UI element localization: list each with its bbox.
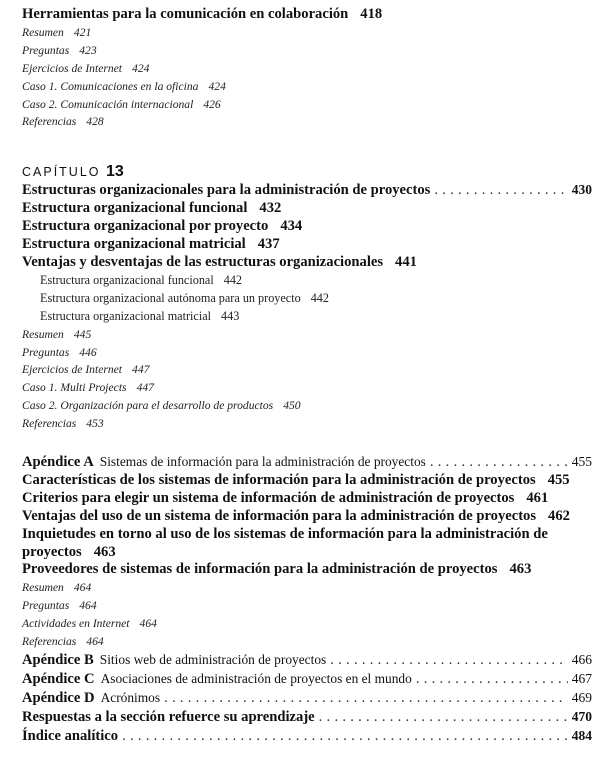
toc-item: Caso 2. Organización para el desarrollo de productos 450 bbox=[22, 399, 301, 413]
toc-item: Preguntas 464 bbox=[22, 599, 97, 613]
toc-item: Referencias 464 bbox=[22, 635, 104, 649]
appendix-entry: Apéndice B Sitios web de administración de proyectos . . . 466 bbox=[22, 651, 592, 670]
chapter-section: Estructura organizacional matricial 437 bbox=[22, 236, 280, 253]
toc-item: Resumen 445 bbox=[22, 327, 92, 341]
toc-item: Referencias 428 bbox=[22, 115, 104, 129]
chapter-title: Estructuras organizacionales para la administración de proyectos . . . 430 bbox=[22, 181, 592, 200]
appendix-section: Criterios para elegir un sistema de información de administración de proyectos 461 bbox=[22, 489, 549, 506]
toc-item: Ejercicios de Internet 424 bbox=[22, 61, 150, 75]
chapter-section: Estructura organizacional por proyecto 434 bbox=[22, 218, 303, 235]
toc-item: Preguntas 446 bbox=[22, 345, 97, 359]
toc-item: Caso 2. Comunicación internacional 426 bbox=[22, 97, 221, 111]
appendix-section: Ventajas del uso de un sistema de información para la administración de proyectos 462 bbox=[22, 507, 570, 524]
chapter-subsection: Estructura organizacional matricial 443 bbox=[40, 308, 240, 323]
final-entry: Índice analítico . . . 484 bbox=[22, 727, 592, 746]
section-heading bbox=[22, 6, 592, 24]
toc-item: Actividades en Internet 464 bbox=[22, 617, 157, 631]
chapter-section: Estructura organizacional funcional 432 bbox=[22, 200, 282, 217]
appendix-entry: Apéndice D Acrónimos . . . 469 bbox=[22, 689, 592, 708]
appendix-section: Proveedores de sistemas de información para la administración de proyectos 463 bbox=[22, 561, 532, 578]
chapter-label: CAPÍTULO 13 bbox=[22, 163, 124, 181]
appendix-entry: Apéndice C Asociaciones de administración de proyectos en el mundo . . . 467 bbox=[22, 670, 592, 689]
toc-item: Resumen 421 bbox=[22, 25, 92, 39]
toc-item: Caso 1. Multi Projects 447 bbox=[22, 381, 154, 395]
chapter-number: 13 bbox=[106, 163, 124, 181]
appendix-section: Características de los sistemas de información para la administración de proyectos 455 bbox=[22, 471, 570, 488]
section-heading-text: Herramientas para la comunicación en colaboración bbox=[22, 6, 349, 22]
chapter-subsection: Estructura organizacional funcional 442 bbox=[40, 272, 242, 287]
toc-item: Referencias 453 bbox=[22, 417, 104, 431]
toc-page bbox=[22, 6, 592, 746]
final-entry: Respuestas a la sección refuerce su aprendizaje . . . 470 bbox=[22, 708, 592, 727]
chapter-subsection: Estructura organizacional autónoma para un proyecto 442 bbox=[40, 290, 329, 305]
appendix-a-entry: Apéndice A Sistemas de información para la administración de proyectos . . . 455 bbox=[22, 453, 592, 472]
chapter-section: Ventajas y desventajas de las estructuras organizacionales 441 bbox=[22, 253, 417, 270]
toc-item: Caso 1. Comunicaciones en la oficina 424 bbox=[22, 79, 226, 93]
section-heading-page: 418 bbox=[360, 6, 383, 22]
toc-item: Resumen 464 bbox=[22, 581, 92, 595]
toc-item: Preguntas 423 bbox=[22, 43, 97, 57]
toc-item: Ejercicios de Internet 447 bbox=[22, 363, 150, 377]
appendix-section: Inquietudes en torno al uso de los sistemas de información para la administración de proyectos 463 bbox=[22, 525, 548, 560]
